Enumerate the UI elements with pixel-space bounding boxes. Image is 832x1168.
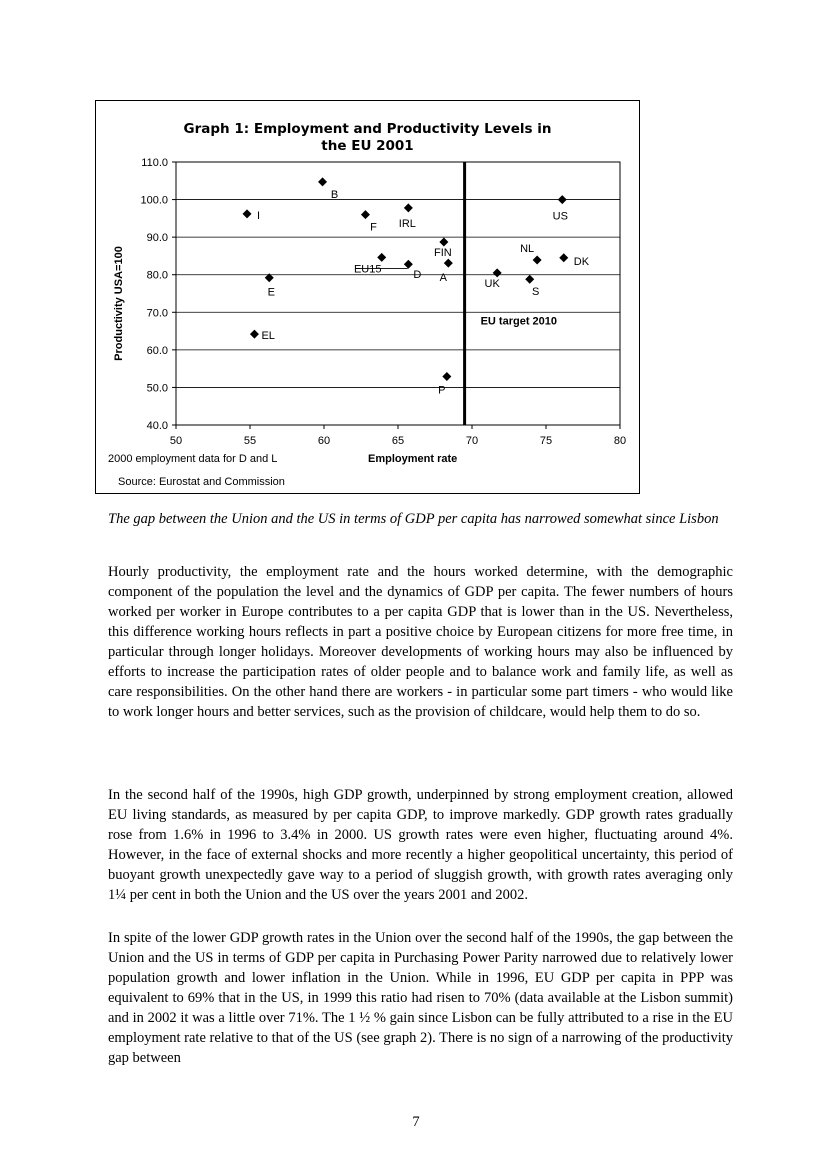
- chart-title-line-2: the EU 2001: [321, 138, 414, 154]
- data-point: [243, 209, 261, 222]
- point-label: FIN: [434, 247, 452, 260]
- scatter-chart: [96, 101, 641, 495]
- x-tick-label: 60: [317, 435, 331, 447]
- point-label: DK: [573, 255, 590, 268]
- data-point: [438, 372, 451, 397]
- point-marker: [243, 209, 252, 218]
- point-marker: [361, 210, 370, 219]
- x-axis-ticks: [170, 425, 626, 447]
- point-label: I: [257, 209, 261, 222]
- y-tick-label: 110.0: [141, 157, 168, 169]
- point-marker: [559, 253, 568, 262]
- data-point: [361, 210, 377, 234]
- chart-note: 2000 employment data for D and L: [108, 453, 278, 465]
- data-point: [434, 238, 452, 260]
- page-number: 7: [412, 1114, 420, 1130]
- point-label: UK: [484, 277, 500, 290]
- data-point: [520, 243, 542, 265]
- point-label: EU15: [353, 263, 382, 276]
- point-label: F: [370, 221, 377, 234]
- point-marker: [533, 256, 542, 265]
- point-label: NL: [520, 243, 535, 256]
- x-tick-label: 55: [243, 435, 257, 447]
- data-point: [404, 260, 422, 282]
- y-tick-label: 40.0: [146, 420, 168, 432]
- point-marker: [377, 253, 386, 262]
- point-marker: [558, 195, 567, 204]
- point-label: IRL: [398, 217, 416, 230]
- x-tick-label: 80: [613, 435, 627, 447]
- point-label: US: [552, 210, 568, 223]
- point-marker: [439, 238, 448, 247]
- y-tick-label: 50.0: [146, 382, 168, 395]
- point-label: EL: [261, 330, 275, 343]
- point-marker: [444, 259, 453, 268]
- point-label: A: [439, 272, 447, 285]
- point-marker: [250, 330, 259, 339]
- eu-target-label: EU target 2010: [480, 315, 558, 328]
- y-tick-label: 100.0: [140, 194, 168, 207]
- point-label: P: [438, 384, 446, 397]
- section-subheading: The gap between the Union and the US in terms of GDP per capita has narrowed somewhat since Lisbon: [108, 511, 719, 527]
- x-tick-label: 65: [391, 435, 405, 447]
- point-marker: [442, 372, 451, 381]
- data-point: [525, 275, 539, 299]
- y-axis-label: Productivity USA=100: [113, 246, 125, 361]
- y-tick-label: 80.0: [146, 269, 168, 282]
- point-marker: [404, 260, 413, 269]
- point-label: B: [330, 188, 339, 201]
- figure-graph-1: [95, 100, 640, 494]
- x-tick-label: 75: [539, 435, 553, 447]
- point-label: D: [413, 269, 422, 282]
- x-tick-label: 70: [465, 435, 479, 447]
- data-point: [318, 177, 338, 201]
- data-point: [354, 253, 386, 276]
- paragraph-2: In the second half of the 1990s, high GDP growth, underpinned by strong employment creation, allowed EU living standards, as measured by per capita GDP, to improve markedly. GDP growth rates gradually rose from 1.6% in 1996 to 3.4% in 2000. US growth rates were even higher, fluctuating around 4%. However, in the face of external shocks and more recently a higher geopolitical uncertainty, this period of buoyant growth unexpectedly gave way to a period of sluggish growth, with growth rates averaging only 1¼ per cent in both the Union and the US over the years 2001 and 2002.: [108, 787, 733, 903]
- y-tick-label: 70.0: [146, 307, 168, 320]
- data-points: [243, 177, 590, 396]
- point-label: E: [267, 286, 275, 299]
- paragraph-1: Hourly productivity, the employment rate and the hours worked determine, with the demographic component of the population the level and the dynamics of GDP per capita. The fewer numbers of hours worked per worker in Europe contributes to a per capita GDP that is lower than in the US. Nevertheless, this difference working hours reflects in part a positive choice by European citizens for more free time, in particular through longer holidays. Moreover developments of working hours may also be influenced by efforts to increase the participation rates of older people and to balance work and family life, as well as care responsibilities. On the other hand there are workers - in particular some part timers - who would like to work longer hours and better services, such as the provision of childcare, would help them to do so.: [108, 564, 733, 720]
- y-tick-label: 90.0: [146, 232, 168, 245]
- data-point: [265, 273, 275, 299]
- data-point: [440, 259, 453, 285]
- plot-area-frame: [176, 162, 620, 425]
- point-marker: [318, 177, 327, 186]
- chart-title-line-1: Graph 1: Employment and Productivity Levels in: [183, 121, 552, 137]
- data-point: [399, 203, 416, 230]
- point-label: S: [532, 286, 540, 299]
- data-point: [559, 253, 589, 267]
- data-point: [250, 330, 275, 343]
- y-tick-label: 60.0: [146, 344, 168, 357]
- y-axis-ticks: [140, 157, 176, 432]
- point-marker: [404, 203, 413, 212]
- point-marker: [525, 275, 534, 284]
- x-tick-label: 50: [169, 435, 183, 447]
- chart-source: Source: Eurostat and Commission: [118, 476, 285, 488]
- data-point: [485, 268, 502, 290]
- x-axis-label: Employment rate: [368, 453, 458, 465]
- paragraph-3: In spite of the lower GDP growth rates in the Union over the second half of the 1990s, the gap between the Union and the US in terms of GDP per capita in Purchasing Power Parity narrowed due to relatively lower population growth and lower inflation in the Union. While in 1996, EU GDP per capita in PPP was equivalent to 69% that in the US, in 1999 this ratio had risen to 70% (data available at the Lisbon summit) and in 2002 it was a little over 71%. The 1 ½ % gain since Lisbon can be fully attributed to a rise in the EU employment rate relative to that of the US (see graph 2). There is no sign of a narrowing of the productivity gap between: [108, 930, 733, 1066]
- point-marker: [493, 268, 502, 277]
